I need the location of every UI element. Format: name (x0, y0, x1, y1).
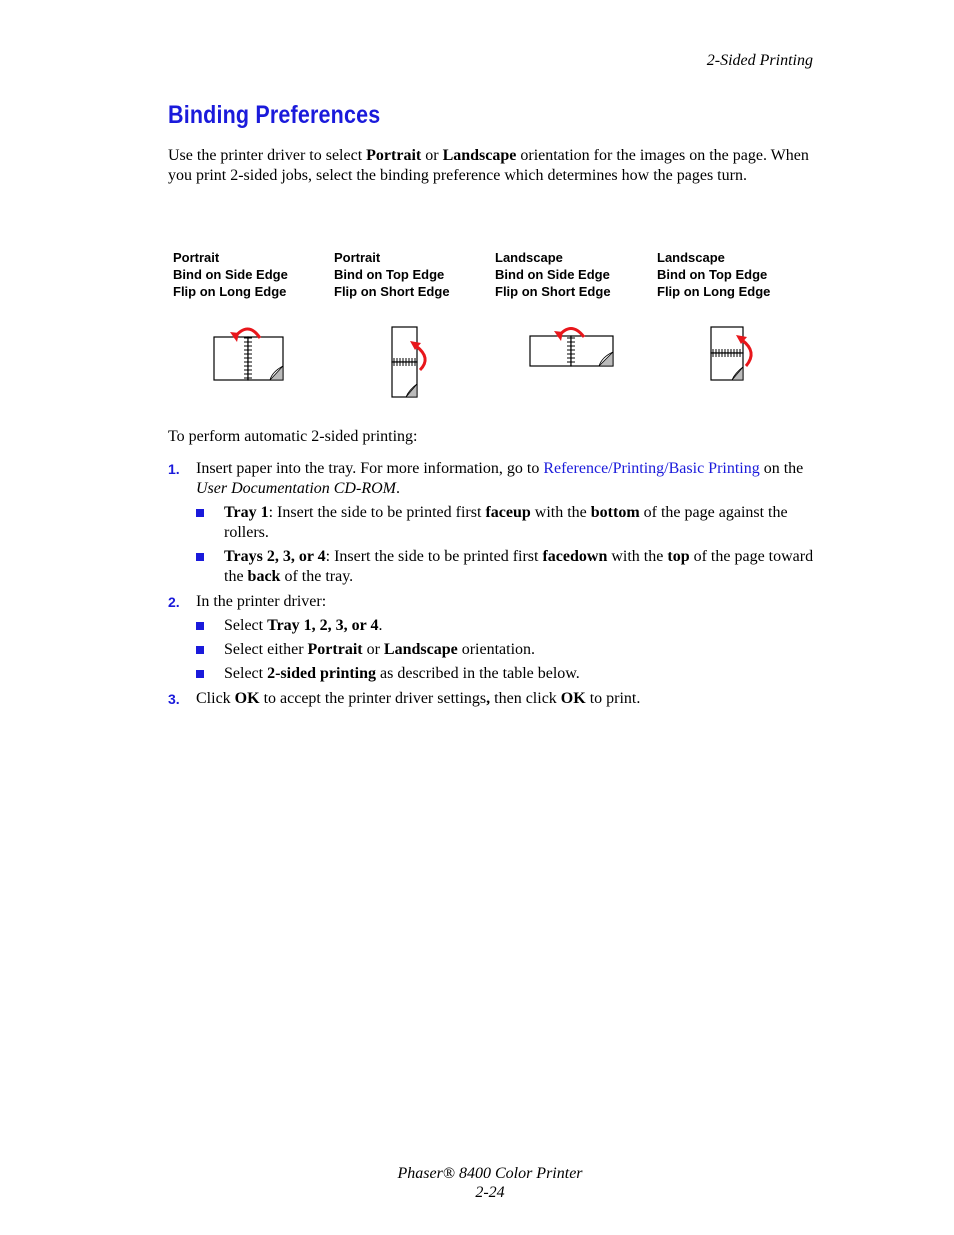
step-bold: OK (234, 690, 260, 707)
bullet-square-icon (196, 553, 204, 561)
bullet-bold: faceup (485, 504, 531, 521)
option-orientation: Portrait (334, 250, 381, 265)
option-flip: Flip on Short Edge (334, 284, 450, 299)
running-header: 2-Sided Printing (706, 52, 813, 69)
bullet-bold: top (667, 548, 690, 565)
intro-text: or (421, 147, 443, 164)
bullet-trays-2-4 (196, 547, 818, 587)
basic-printing-link[interactable]: Reference/Printing/Basic Printing (543, 460, 760, 477)
bullet-text: of the page toward the (224, 548, 814, 585)
bullet-text: with the (530, 504, 591, 521)
intro-text: Use the printer driver to select (168, 147, 367, 164)
option-bind: Bind on Top Edge (657, 267, 768, 282)
page-footer (0, 1164, 954, 1202)
step-2 (168, 592, 818, 684)
procedure-intro: To perform automatic 2-sided printing: (168, 428, 418, 445)
bullet-bold: Tray 1 (224, 504, 269, 521)
footer-page-number: 2-24 (475, 1184, 505, 1201)
step-number: 1. (168, 461, 180, 477)
bullet-text: of the tray. (280, 568, 354, 585)
bullet-select-tray (196, 616, 818, 636)
step-text: Click (196, 690, 235, 707)
step-1 (168, 459, 818, 587)
bullet-text: Select (224, 617, 268, 634)
step-bold: , (486, 690, 491, 707)
bullet-bold: bottom (590, 504, 640, 521)
bullet-bold: Portrait (307, 641, 363, 658)
bullet-square-icon (196, 646, 204, 654)
bullet-bold: Landscape (383, 641, 458, 658)
bullet-bold: 2-sided printing (267, 665, 377, 682)
bullet-text: with the (607, 548, 668, 565)
option-landscape-side (495, 249, 655, 300)
option-orientation: Landscape (495, 250, 563, 265)
bullet-bold: facedown (542, 548, 608, 565)
intro-bold: Portrait (366, 147, 422, 164)
step-text: . (395, 480, 400, 497)
step-number: 2. (168, 594, 180, 610)
bullet-square-icon (196, 670, 204, 678)
option-bind: Bind on Top Edge (334, 267, 445, 282)
step-text: to accept the printer driver settings (259, 690, 487, 707)
bullet-text: orientation. (457, 641, 536, 658)
bullet-select-orientation (196, 640, 818, 660)
option-portrait-top (334, 249, 494, 300)
step-text: to print. (585, 690, 641, 707)
bullet-text: Select (224, 665, 268, 682)
bullet-text: : Insert the side to be printed first (268, 504, 486, 521)
portrait-side-binding-illustration (210, 324, 288, 384)
step-bold: OK (560, 690, 586, 707)
bullet-tray-1 (196, 503, 818, 543)
portrait-top-binding-illustration (388, 324, 430, 400)
landscape-side-binding-illustration (526, 324, 618, 370)
option-portrait-side (173, 249, 333, 300)
step-text: on the (759, 460, 804, 477)
step-italic: User Documentation CD-ROM (196, 480, 396, 497)
procedure-steps (168, 459, 818, 714)
bullet-square-icon (196, 622, 204, 630)
option-flip: Flip on Long Edge (657, 284, 771, 299)
step-text: then click (490, 690, 561, 707)
intro-paragraph (168, 146, 818, 186)
bullet-bold: Tray 1, 2, 3, or 4 (267, 617, 379, 634)
bullet-text: : Insert the side to be printed first (325, 548, 543, 565)
bullet-select-2-sided (196, 664, 818, 684)
option-landscape-top (657, 249, 817, 300)
step-number: 3. (168, 691, 180, 707)
page-title: Binding Preferences (168, 101, 381, 129)
bullet-bold: back (247, 568, 281, 585)
bullet-text: . (378, 617, 383, 634)
step-3 (168, 689, 818, 709)
bullet-text: as described in the table below. (376, 665, 580, 682)
step-text: In the printer driver: (196, 593, 327, 610)
option-flip: Flip on Short Edge (495, 284, 611, 299)
landscape-top-binding-illustration (706, 324, 758, 384)
bullet-text: or (362, 641, 384, 658)
footer-product: Phaser® 8400 Color Printer (397, 1165, 583, 1182)
option-orientation: Portrait (173, 250, 220, 265)
option-flip: Flip on Long Edge (173, 284, 287, 299)
intro-bold: Landscape (442, 147, 517, 164)
bullet-bold: Trays 2, 3, or 4 (224, 548, 326, 565)
bullet-text: of the page against the rollers. (224, 504, 788, 541)
bullet-square-icon (196, 509, 204, 517)
bullet-text: Select either (224, 641, 308, 658)
intro-text: orientation for the images on the page. When you print 2-sided jobs, select the binding preference which determines how the pages turn. (168, 147, 809, 184)
option-orientation: Landscape (657, 250, 725, 265)
step-text: Insert paper into the tray. For more information, go to (196, 460, 544, 477)
option-bind: Bind on Side Edge (173, 267, 288, 282)
option-bind: Bind on Side Edge (495, 267, 610, 282)
